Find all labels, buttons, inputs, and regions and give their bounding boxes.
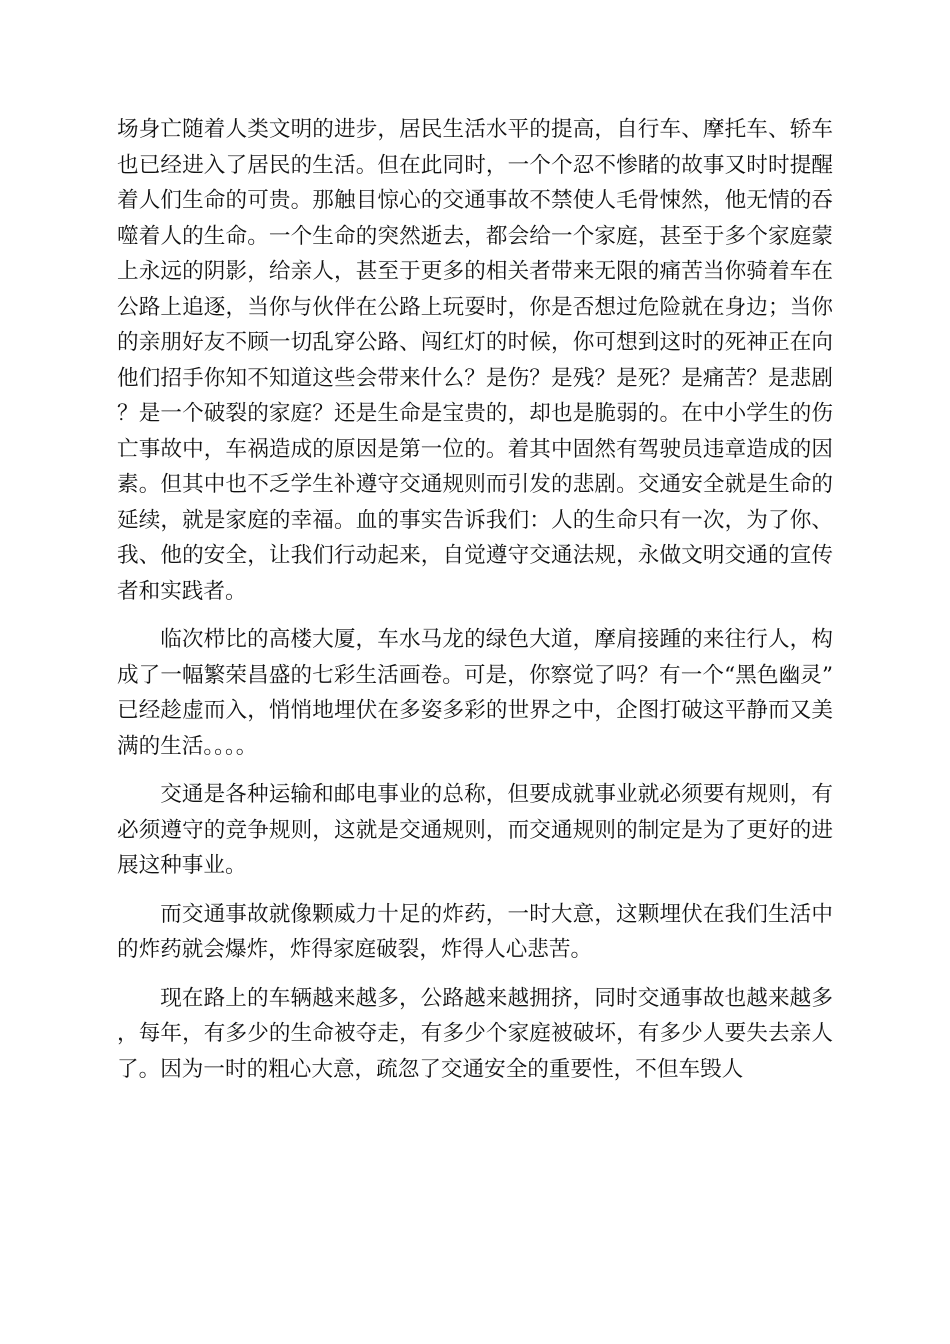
paragraph-continuation: 场身亡随着人类文明的进步，居民生活水平的提高，自行车、摩托车、轿车也已经进入了居民的生活。但在此同时，一个个忍不惨睹的故事又时时提醒着人们生命的可贵。那触目惊心的交通事故不禁使人毛骨悚然，他无情的吞噬着人的生命。一个生命的突然逝去，都会给一个家庭，甚至于多个家庭蒙上永远的阴影，给亲人，甚至于更多的相关者带来无限的痛苦当你骑着车在公路上追逐，当你与伙伴在公路上玩耍时，你是否想过危险就在身边；当你的亲朋好友不顾一切乱穿公路、闯红灯的时候，你可想到这时的死神正在向他们招手你知不知道这些会带来什么？是伤？是残？是死？是痛苦？是悲剧？是一个破裂的家庭？还是生命是宝贵的，却也是脆弱的。在中小学生的伤亡事故中，车祸造成的原因是第一位的。着其中固然有驾驶员违章造成的因素。但其中也不乏学生补遵守交通规则而引发的悲剧。交通安全就是生命的延续，就是家庭的幸福。血的事实告诉我们：人的生命只有一次，为了你、我、他的安全，让我们行动起来，自觉遵守交通法规，永做文明交通的宣传者和实践者。 [117,117,833,604]
paragraph-traffic-rules: 交通是各种运输和邮电事业的总称，但要成就事业就必须要有规则，有必须遵守的竞争规则，这就是交通规则，而交通规则的制定是为了更好的进展这种事业。 [117,782,833,878]
paragraph-current-situation: 现在路上的车辆越来越多，公路越来越拥挤，同时交通事故也越来越多，每年，有多少的生命被夺走，有多少个家庭被破坏，有多少人要失去亲人了。因为一时的粗心大意，疏忽了交通安全的重要性，不但车毁人 [117,985,833,1082]
paragraph-accident-metaphor: 而交通事故就像颗威力十足的炸药，一时大意，这颗埋伏在我们生活中的炸药就会爆炸，炸得家庭破裂，炸得人心悲苦。 [117,901,833,962]
document-body [117,112,833,1100]
paragraph-city-scene: 临次栉比的高楼大厦，车水马龙的绿色大道，摩肩接踵的来往行人，构成了一幅繁荣昌盛的七彩生活画卷。可是，你察觉了吗？有一个“黑色幽灵”已经趁虚而入，悄悄地埋伏在多姿多彩的世界之中，企图打破这平静而又美满的生活。。。。 [117,627,833,759]
